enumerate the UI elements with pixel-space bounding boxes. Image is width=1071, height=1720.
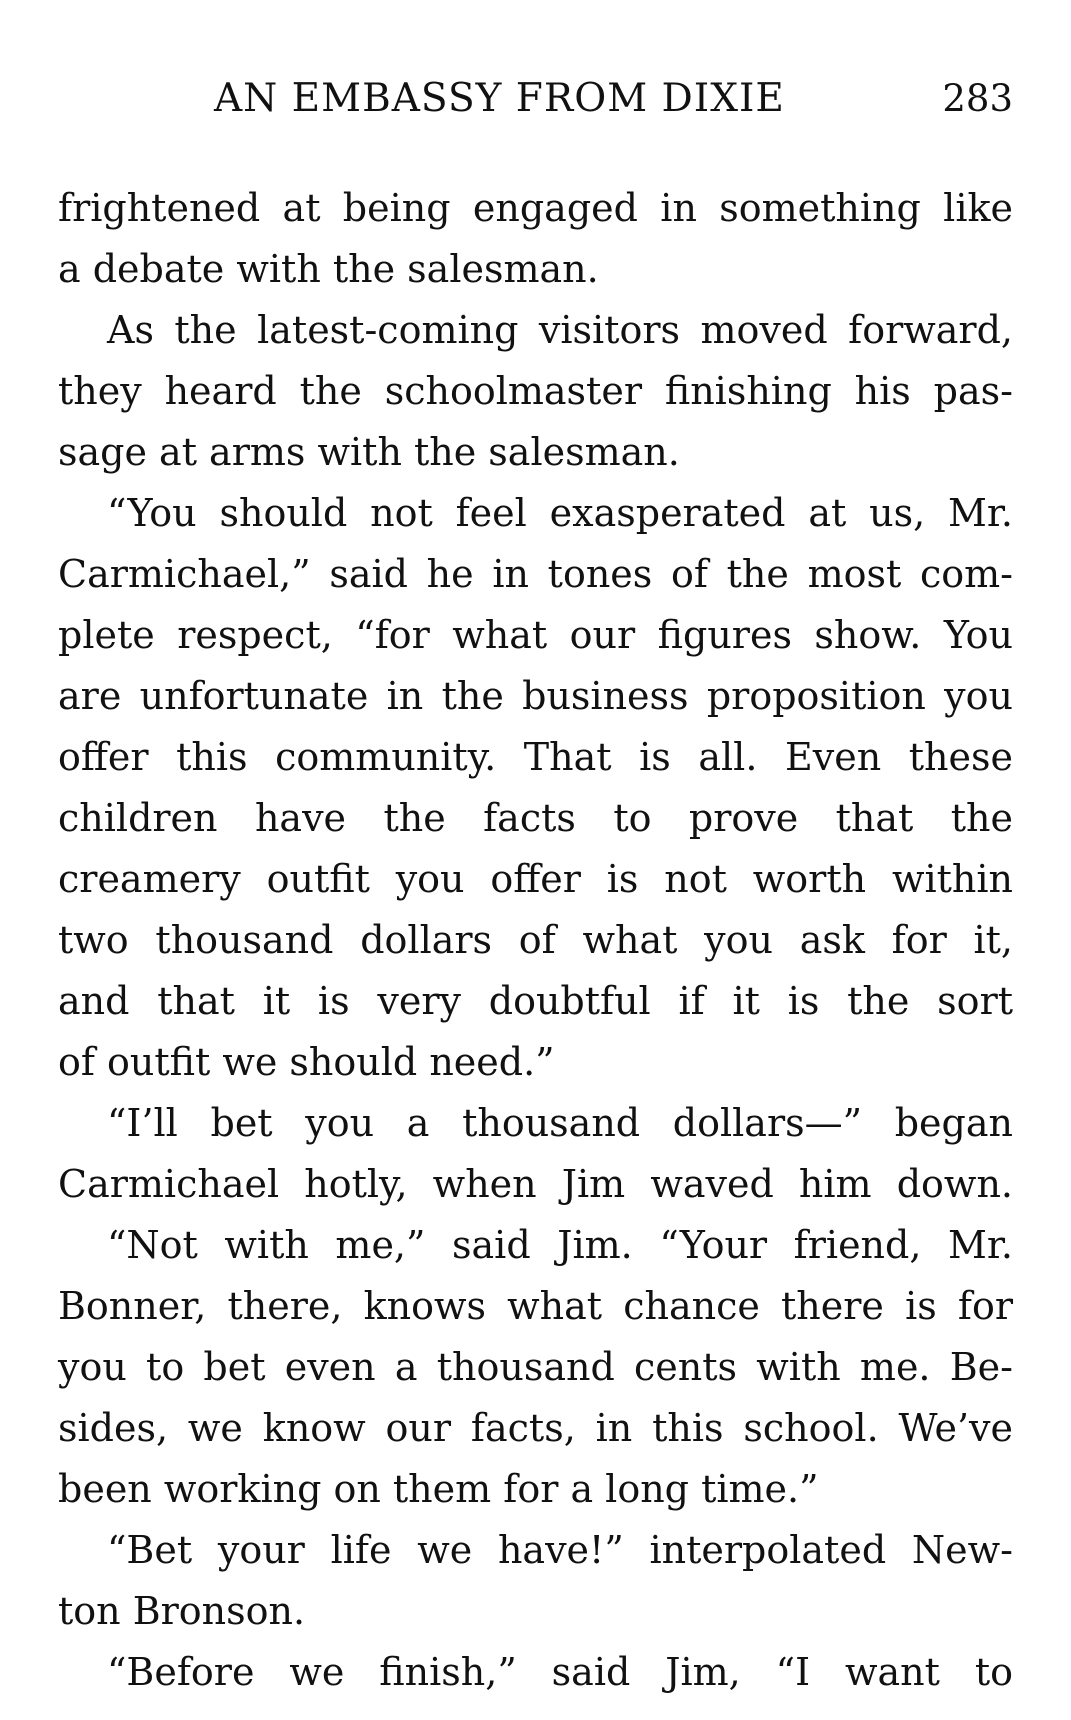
text-line: Bonner, there, knows what chance there is for xyxy=(58,1284,1013,1328)
text-line: two thousand dollars of what you ask for it, xyxy=(58,918,1013,962)
text-line: been working on them for a long time.” xyxy=(58,1467,819,1511)
text-line: Carmichael hotly, when Jim waved him down. xyxy=(58,1162,1013,1206)
text-line: children have the facts to prove that the xyxy=(58,796,1013,840)
text-line: “You should not feel exasperated at us, Mr. xyxy=(107,491,1013,535)
text-line: creamery outfit you offer is not worth within xyxy=(58,857,1013,901)
text-line: “Bet your life we have!” interpolated New- xyxy=(107,1528,1013,1572)
text-line: As the latest-coming visitors moved forward, xyxy=(107,308,1013,352)
text-line: sage at arms with the salesman. xyxy=(58,430,680,474)
text-line: sides, we know our facts, in this school. We’ve xyxy=(58,1406,1013,1450)
text-line: offer this community. That is all. Even these xyxy=(58,735,1013,779)
text-line: “Not with me,” said Jim. “Your friend, Mr. xyxy=(107,1223,1013,1267)
text-line: plete respect, “for what our figures show. You xyxy=(58,613,1013,657)
body-text xyxy=(58,178,1013,1703)
running-title: AN EMBASSY FROM DIXIE xyxy=(214,76,785,121)
text-line: a debate with the salesman. xyxy=(58,247,599,291)
text-line: “I’ll bet you a thousand dollars—” began xyxy=(107,1101,1013,1145)
text-line: are unfortunate in the business proposition you xyxy=(58,674,1013,718)
text-line: ton Bronson. xyxy=(58,1589,306,1633)
text-line: Carmichael,” said he in tones of the most com- xyxy=(58,552,1013,596)
text-line: of outfit we should need.” xyxy=(58,1040,555,1084)
text-line: frightened at being engaged in something like xyxy=(58,186,1013,230)
text-line: they heard the schoolmaster finishing his pas- xyxy=(58,369,1013,413)
page-number: 283 xyxy=(942,77,1013,120)
text-line: “Before we finish,” said Jim, “I want to xyxy=(107,1650,1013,1694)
text-line: you to bet even a thousand cents with me. Be- xyxy=(58,1345,1013,1389)
text-line: and that it is very doubtful if it is the sort xyxy=(58,979,1013,1023)
running-head xyxy=(58,74,1013,124)
